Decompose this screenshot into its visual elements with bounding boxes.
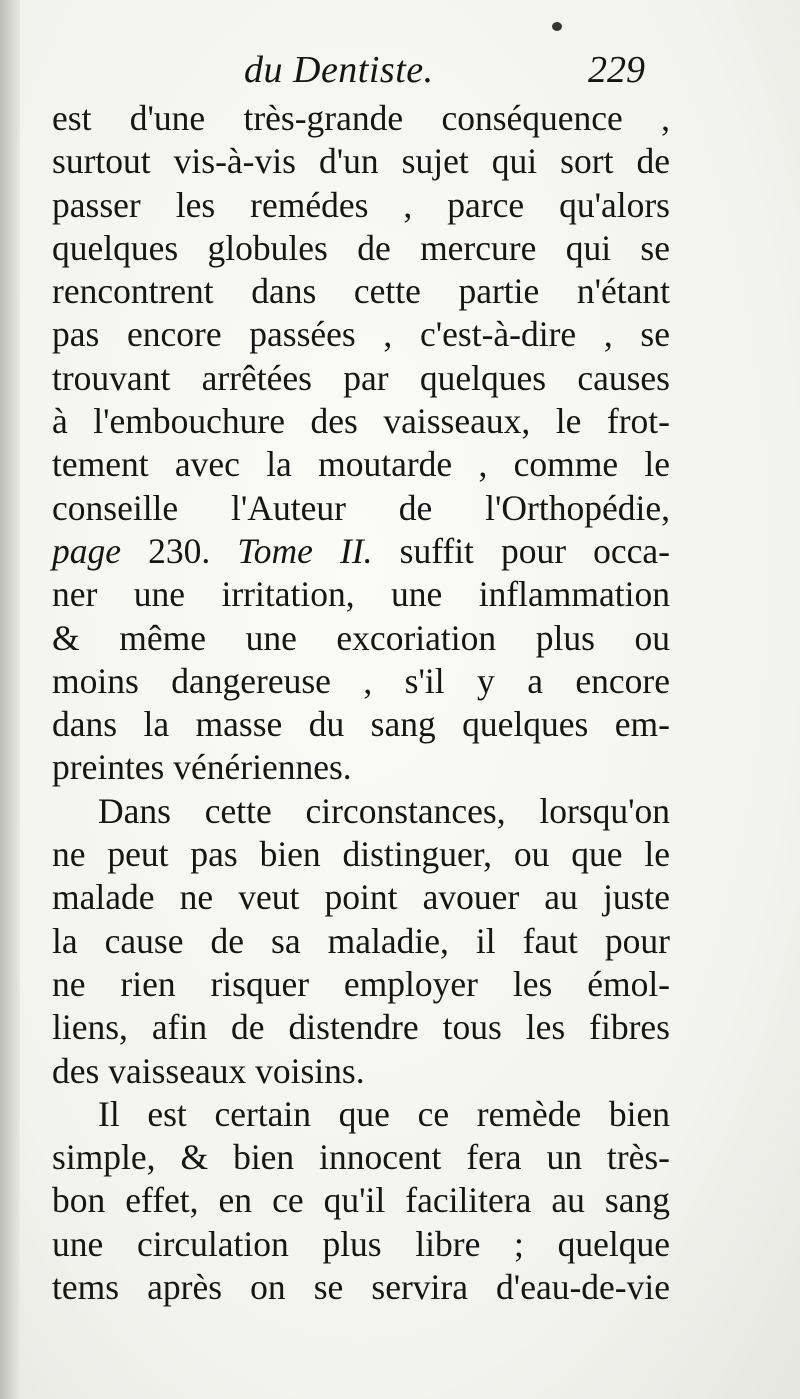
text-line: preintes vénériennes. [52, 747, 352, 788]
citation-page-number: 230. [121, 530, 238, 571]
text-line: Il est certain que ce remède bien [98, 1093, 670, 1134]
text-line: bon effet, en ce qu'il facilitera au sang [52, 1180, 670, 1221]
citation-rest: suffit pour occa- [372, 530, 670, 571]
text-line: liens, afin de distendre tous les fibres [52, 1007, 670, 1048]
text-line: la cause de sa maladie, il faut pour [52, 920, 670, 961]
citation-page-word: page [52, 530, 122, 571]
text-line: conseille l'Auteur de l'Orthopédie, [52, 487, 670, 528]
text-line: rencontrent dans cette partie n'étant [52, 271, 670, 312]
text-line: passer les remédes , parce qu'alors [52, 184, 670, 225]
text-line: Dans cette circonstances, lorsqu'on [98, 790, 670, 831]
text-line: est d'une très-grande conséquence , [52, 98, 670, 138]
text-line: ner une irritation, une inflammation [52, 574, 670, 615]
text-line: ne rien risquer employer les émol- [52, 963, 670, 1004]
spine-shadow [0, 0, 20, 1399]
text-line: tems après on se servira d'eau-de-vie [52, 1267, 670, 1308]
text-line: tement avec la moutarde , comme le [52, 444, 670, 485]
text-line: trouvant arrêtées par quelques causes [52, 357, 670, 398]
text-line: dans la masse du sang quelques em- [52, 704, 670, 745]
text-line: & même une excoriation plus ou [52, 617, 670, 658]
text-line: surtout vis-à-vis d'un sujet qui sort de [52, 141, 670, 182]
running-title: du Dentiste. [244, 49, 434, 91]
text-line: simple, & bien innocent fera un très- [52, 1137, 670, 1178]
text-line: malade ne veut point avouer au juste [52, 877, 670, 918]
citation-volume: Tome II. [237, 530, 373, 571]
text-line: à l'embouchure des vaisseaux, le frot- [52, 401, 670, 442]
text-line: moins dangereuse , s'il y a encore [52, 660, 670, 701]
ink-speck [552, 22, 562, 31]
text-line: quelques globules de mercure qui se [52, 227, 670, 268]
text-line: des vaisseaux voisins. [52, 1050, 365, 1091]
text-line: ne peut pas bien distinguer, ou que le [52, 834, 670, 875]
body-text [52, 97, 670, 1309]
text-line: une circulation plus libre ; quelque [52, 1223, 670, 1264]
text-line: pas encore passées , c'est-à-dire , se [52, 314, 670, 355]
page-number: 229 [588, 49, 645, 91]
text-line-citation [52, 530, 670, 573]
page-header [0, 48, 800, 94]
